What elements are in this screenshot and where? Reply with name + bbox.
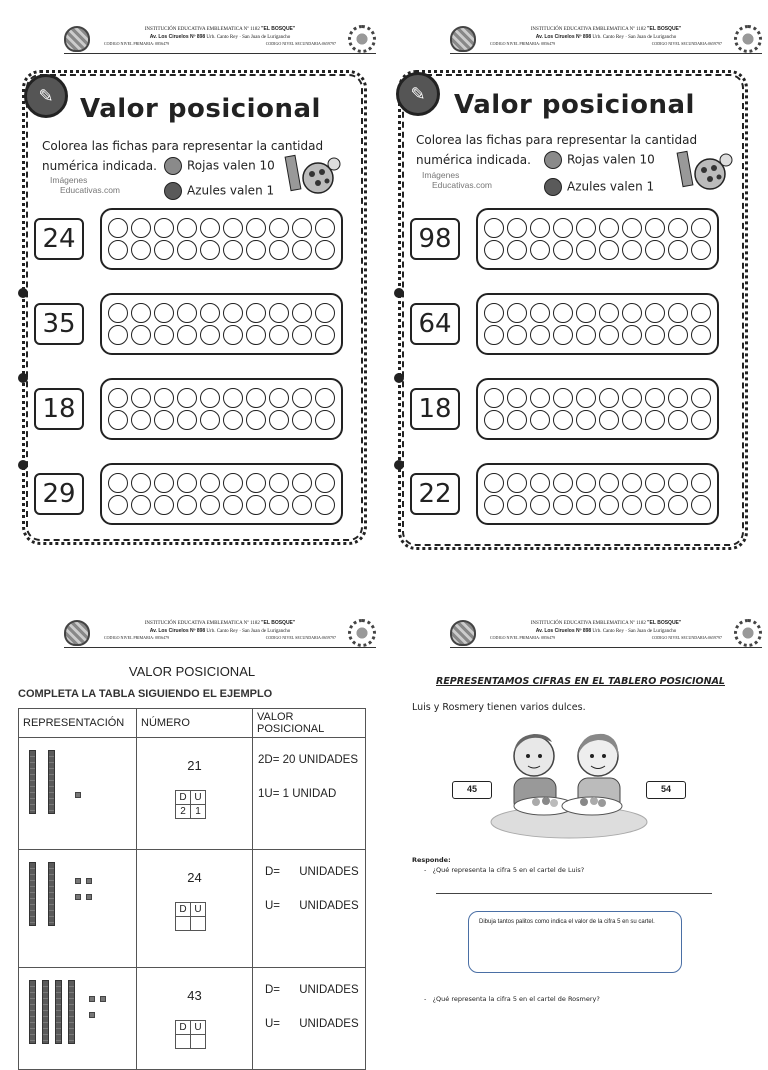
bead-chip[interactable] [599,495,619,515]
representation-cell [19,850,137,968]
target-number: 64 [410,303,460,345]
bead-chip[interactable] [246,410,266,430]
bead-chip[interactable] [315,473,335,493]
bead-chip[interactable] [246,240,266,260]
bead-chip[interactable] [691,303,711,323]
place-value-units[interactable]: U= UNIDADES [265,1018,359,1030]
column-header: REPRESENTACIÓN [19,709,137,738]
unit-cube-icon [86,878,92,884]
watermark: Imágenes Educativas.com [50,175,120,195]
place-value-units: 1U= 1 UNIDAD [258,788,337,800]
bead-chip[interactable] [668,218,688,238]
school-header-bottom-left: INSTITUCIÓN EDUCATIVA EMBLEMATICA Nº 1182 "EL BOSQUE" Av. Los Ciruelos Nº 898 Urb. Canto Rey · San Juan de Lurigancho CODIGO NIVEL PRIMARIA: 0856479 CODIGO NIVEL SECUNDARIA:0659797 [64,618,376,648]
bead-chip[interactable] [315,303,335,323]
bead-chip[interactable] [668,388,688,408]
bead-chip[interactable] [553,218,573,238]
bead-chip[interactable] [154,473,174,493]
bead-chip[interactable] [691,473,711,493]
unit-cube-icon [75,792,81,798]
bead-chip[interactable] [530,218,550,238]
bead-chip[interactable] [108,325,128,345]
bead-chip[interactable] [177,410,197,430]
bead-chip[interactable] [154,388,174,408]
bead-chip[interactable] [622,495,642,515]
bead-tray [100,378,343,440]
bead-chip[interactable] [108,240,128,260]
du-value-u: 1 [191,805,206,819]
bead-chip[interactable] [645,218,665,238]
bead-chip[interactable] [484,473,504,493]
bead-chip[interactable] [200,473,220,493]
du-grid [175,902,206,931]
bead-chip[interactable] [177,495,197,515]
bead-chip[interactable] [108,473,128,493]
place-value-tens[interactable]: D= UNIDADES [265,984,359,996]
bead-chip[interactable] [315,410,335,430]
target-number: 35 [34,303,84,345]
bead-chip[interactable] [131,240,151,260]
bead-chip[interactable] [691,495,711,515]
du-header-d: D [176,791,191,805]
school-header-top-left: INSTITUCIÓN EDUCATIVA EMBLEMATICA Nº 1182 "EL BOSQUE" Av. Los Ciruelos Nº 898 Urb. Canto Rey · San Juan de Lurigancho CODIGO NIVEL PRIMARIA: 0856479 CODIGO NIVEL SECUNDARIA:0659797 [64,24,376,54]
bead-chip[interactable] [223,325,243,345]
bead-chip[interactable] [131,218,151,238]
bead-chip[interactable] [645,473,665,493]
bead-chip[interactable] [315,388,335,408]
unit-cube-icon [86,894,92,900]
bead-chip[interactable] [154,240,174,260]
bead-chip[interactable] [530,303,550,323]
bead-chip[interactable] [315,218,335,238]
bead-chip[interactable] [131,325,151,345]
bead-chip[interactable] [269,388,289,408]
bead-chip[interactable] [177,240,197,260]
unit-cube-icon [75,878,81,884]
pencil-badge-icon: ✎ [24,74,68,118]
cifras-intro: Luis y Rosmery tienen varios dulces. [412,702,586,713]
legend-red: Rojas valen 10 [164,157,275,175]
place-value-tens[interactable]: D= UNIDADES [265,866,359,878]
bead-chip[interactable] [530,473,550,493]
bead-chip[interactable] [269,240,289,260]
exercise-row [34,293,354,357]
number-value: 24 [187,870,202,885]
du-value-d: 2 [176,805,191,819]
bead-chip[interactable] [269,473,289,493]
bead-chip[interactable] [131,303,151,323]
bead-chip[interactable] [484,495,504,515]
instruction-line-2: numérica indicada. [42,159,157,173]
border-dot [18,288,28,298]
bead-chip[interactable] [507,218,527,238]
bead-chip[interactable] [131,473,151,493]
peru-seal-icon [348,25,376,53]
bead-chip[interactable] [177,303,197,323]
bead-tray [476,463,719,525]
bead-chip[interactable] [645,240,665,260]
bead-chip[interactable] [484,410,504,430]
bead-chip[interactable] [246,388,266,408]
number-value: 21 [187,758,202,773]
bead-chip[interactable] [622,240,642,260]
bead-chip[interactable] [154,410,174,430]
du-grid [175,790,206,819]
target-number: 29 [34,473,84,515]
ten-rod-icon [68,980,75,1044]
bead-chip[interactable] [645,325,665,345]
bead-chip[interactable] [553,473,573,493]
bead-chip[interactable] [530,495,550,515]
peru-seal-icon [734,25,762,53]
table-row [19,968,366,1070]
bead-chip[interactable] [223,240,243,260]
header-line-1: INSTITUCIÓN EDUCATIVA EMBLEMATICA Nº 1182 [144,27,262,32]
number-cell [137,850,253,968]
bead-chip[interactable] [246,495,266,515]
bead-chip[interactable] [292,388,312,408]
bead-chip[interactable] [576,218,596,238]
legend-blue: Azules valen 1 [164,182,274,200]
exercise-row [34,378,354,442]
bead-chip[interactable] [576,495,596,515]
bead-chip[interactable] [599,473,619,493]
place-value-cell [253,968,366,1070]
bead-chip[interactable] [108,218,128,238]
bead-chip[interactable] [553,325,573,345]
pencil-badge-icon: ✎ [396,72,440,116]
du-header-d: D [176,1021,191,1035]
legend-blue: Azules valen 1 [544,178,654,196]
bead-chip[interactable] [599,325,619,345]
bead-chip[interactable] [622,303,642,323]
du-header-u: U [191,1021,206,1035]
bead-chip[interactable] [269,495,289,515]
unit-cube-icon [75,894,81,900]
table-page-title: VALOR POSICIONAL [128,664,256,679]
number-cell [137,968,253,1070]
bead-chip[interactable] [576,388,596,408]
target-number: 22 [410,473,460,515]
bead-chip[interactable] [599,303,619,323]
bead-chip[interactable] [507,388,527,408]
bead-chip[interactable] [484,388,504,408]
sign-rosmery: 54 [646,781,686,799]
bead-chip[interactable] [246,473,266,493]
exercise-row [34,208,354,272]
bead-chip[interactable] [484,218,504,238]
school-logo-icon [450,26,476,52]
bead-chip[interactable] [645,495,665,515]
bead-chip[interactable] [108,303,128,323]
border-dot [394,373,404,383]
bead-chip[interactable] [668,473,688,493]
bead-chip[interactable] [315,495,335,515]
bead-chip[interactable] [154,325,174,345]
place-value-tens: 2D= 20 UNIDADES [258,754,359,766]
bead-chip[interactable] [108,388,128,408]
bead-chip[interactable] [691,388,711,408]
worksheet-title: Valor posicional [80,94,321,124]
exercise-row [34,463,354,527]
bead-chip[interactable] [292,495,312,515]
bead-chip[interactable] [645,410,665,430]
bead-chip[interactable] [269,303,289,323]
number-value: 43 [187,988,202,1003]
bead-chip[interactable] [292,325,312,345]
responde-label: Responde: [412,856,451,864]
bead-chip[interactable] [553,303,573,323]
bead-chip[interactable] [668,410,688,430]
bead-chip[interactable] [200,410,220,430]
bead-chip[interactable] [576,325,596,345]
bead-chip[interactable] [177,325,197,345]
bead-tray [100,293,343,355]
mascot-ladybug-icon [284,150,340,196]
bead-chip[interactable] [200,303,220,323]
red-chip-icon [544,151,562,169]
ten-rod-icon [29,980,36,1044]
bead-tray [100,208,343,270]
bead-chip[interactable] [154,495,174,515]
bead-chip[interactable] [576,303,596,323]
legend-red: Rojas valen 10 [544,151,655,169]
bead-chip[interactable] [292,410,312,430]
bead-chip[interactable] [530,325,550,345]
ten-rod-icon [29,750,36,814]
representation-cell [19,738,137,850]
bead-tray [476,293,719,355]
worksheet-title: Valor posicional [454,90,695,120]
bead-chip[interactable] [691,218,711,238]
bead-chip[interactable] [292,218,312,238]
du-value-u[interactable] [191,1035,206,1049]
du-header-d: D [176,903,191,917]
du-header-u: U [191,903,206,917]
unit-cube-icon [100,996,106,1002]
school-logo-icon [64,620,90,646]
bead-chip[interactable] [131,410,151,430]
border-dot [394,288,404,298]
exercise-row [410,463,730,527]
bead-chip[interactable] [154,218,174,238]
bead-chip[interactable] [622,410,642,430]
ten-rod-icon [29,862,36,926]
answer-line[interactable] [436,893,712,894]
ten-rod-icon [55,980,62,1044]
bead-chip[interactable] [576,240,596,260]
place-value-cell [253,850,366,968]
target-number: 18 [34,388,84,430]
worksheet-right: ✎ Valor posicional Colorea las fichas para representar la cantidad numérica indicada. Rojas valen 10 Azules valen 1 Imágenes Educativas.com 98 64 18 22 [398,70,748,550]
bead-chip[interactable] [507,325,527,345]
bead-chip[interactable] [200,218,220,238]
bead-chip[interactable] [622,325,642,345]
bead-tray [100,463,343,525]
number-cell [137,738,253,850]
bead-chip[interactable] [645,303,665,323]
table-row [19,738,366,850]
bead-chip[interactable] [200,388,220,408]
bead-chip[interactable] [177,388,197,408]
bead-chip[interactable] [599,388,619,408]
bead-tray [476,378,719,440]
school-header-bottom-right: INSTITUCIÓN EDUCATIVA EMBLEMATICA Nº 1182 "EL BOSQUE" Av. Los Ciruelos Nº 898 Urb. Canto Rey · San Juan de Lurigancho CODIGO NIVEL PRIMARIA: 0856479 CODIGO NIVEL SECUNDARIA:0659797 [450,618,762,648]
bead-chip[interactable] [668,303,688,323]
exercise-row [410,378,730,442]
blue-chip-icon [164,182,182,200]
bead-chip[interactable] [530,240,550,260]
bead-chip[interactable] [530,410,550,430]
unit-cube-icon [89,996,95,1002]
bead-chip[interactable] [200,325,220,345]
du-grid [175,1020,206,1049]
bead-chip[interactable] [269,218,289,238]
peru-seal-icon [734,619,762,647]
bead-chip[interactable] [622,218,642,238]
bead-chip[interactable] [507,495,527,515]
target-number: 24 [34,218,84,260]
bead-chip[interactable] [200,240,220,260]
exercise-row [410,293,730,357]
drawing-box-instruction: Dibuja tantos palitos como indica el valor de la cifra 5 en su cartel. [479,919,655,925]
bead-chip[interactable] [223,303,243,323]
bead-chip[interactable] [553,388,573,408]
mascot-ladybug-icon [676,146,732,192]
bead-chip[interactable] [484,325,504,345]
watermark: Imágenes Educativas.com [422,170,492,190]
bead-chip[interactable] [269,325,289,345]
bead-tray [476,208,719,270]
place-value-table [18,708,366,1070]
sign-luis: 45 [452,781,492,799]
children-eating-illustration [486,726,652,840]
bead-chip[interactable] [576,473,596,493]
du-value-d[interactable] [176,917,191,931]
bead-chip[interactable] [269,410,289,430]
bead-chip[interactable] [553,410,573,430]
bead-chip[interactable] [292,473,312,493]
place-value-units[interactable]: U= UNIDADES [265,900,359,912]
ten-rod-icon [48,862,55,926]
bead-chip[interactable] [691,240,711,260]
bead-chip[interactable] [315,325,335,345]
table-page-subtitle: COMPLETA LA TABLA SIGUIENDO EL EJEMPLO [18,688,273,700]
bead-chip[interactable] [691,410,711,430]
bead-chip[interactable] [246,325,266,345]
bead-chip[interactable] [553,240,573,260]
bead-chip[interactable] [223,388,243,408]
du-header-u: U [191,791,206,805]
bead-chip[interactable] [200,495,220,515]
bead-chip[interactable] [599,218,619,238]
du-value-u[interactable] [191,917,206,931]
bead-chip[interactable] [622,473,642,493]
bead-chip[interactable] [668,325,688,345]
question-2: - ¿Qué representa la cifra 5 en el cartel de Rosmery? [424,995,600,1003]
border-dot [18,460,28,470]
table-row [19,850,366,968]
bead-chip[interactable] [553,495,573,515]
bead-chip[interactable] [599,240,619,260]
bead-chip[interactable] [622,388,642,408]
bead-chip[interactable] [108,410,128,430]
ten-rod-icon [48,750,55,814]
target-number: 98 [410,218,460,260]
bead-chip[interactable] [691,325,711,345]
bead-chip[interactable] [223,473,243,493]
target-number: 18 [410,388,460,430]
bead-chip[interactable] [131,495,151,515]
red-chip-icon [164,157,182,175]
place-value-cell [253,738,366,850]
bead-chip[interactable] [154,303,174,323]
bead-chip[interactable] [315,240,335,260]
representation-cell [19,968,137,1070]
bead-chip[interactable] [223,410,243,430]
bead-chip[interactable] [177,218,197,238]
instruction-line-1: Colorea las fichas para representar la cantidad [42,139,324,153]
border-dot [18,373,28,383]
bead-chip[interactable] [576,410,596,430]
bead-chip[interactable] [292,240,312,260]
column-header: NÚMERO [137,709,253,738]
ten-rod-icon [42,980,49,1044]
school-logo-icon [64,26,90,52]
bead-chip[interactable] [668,495,688,515]
bead-chip[interactable] [668,240,688,260]
worksheet-left [22,70,367,545]
exercise-row [410,208,730,272]
bead-chip[interactable] [484,240,504,260]
bead-chip[interactable] [507,240,527,260]
bead-chip[interactable] [108,495,128,515]
school-logo-icon [450,620,476,646]
bead-chip[interactable] [177,473,197,493]
bead-chip[interactable] [223,218,243,238]
question-1: - ¿Qué representa la cifra 5 en el cartel de Luis? [424,866,585,874]
bead-chip[interactable] [484,303,504,323]
bead-chip[interactable] [223,495,243,515]
bead-chip[interactable] [530,388,550,408]
bead-chip[interactable] [507,473,527,493]
border-dot [394,460,404,470]
bead-chip[interactable] [599,410,619,430]
blue-chip-icon [544,178,562,196]
bead-chip[interactable] [246,303,266,323]
peru-seal-icon [348,619,376,647]
bead-chip[interactable] [507,410,527,430]
du-value-d[interactable] [176,1035,191,1049]
bead-chip[interactable] [292,303,312,323]
column-header: VALOR POSICIONAL [253,709,366,738]
cifras-title: REPRESENTAMOS CIFRAS EN EL TABLERO POSICIONAL [436,676,725,687]
bead-chip[interactable] [645,388,665,408]
bead-chip[interactable] [507,303,527,323]
bead-chip[interactable] [246,218,266,238]
unit-cube-icon [89,1012,95,1018]
drawing-box[interactable] [468,911,682,973]
bead-chip[interactable] [131,388,151,408]
school-header-top-right: INSTITUCIÓN EDUCATIVA EMBLEMATICA Nº 1182 "EL BOSQUE" Av. Los Ciruelos Nº 898 Urb. Canto Rey · San Juan de Lurigancho CODIGO NIVEL PRIMARIA: 0856479 CODIGO NIVEL SECUNDARIA:0659797 [450,24,762,54]
